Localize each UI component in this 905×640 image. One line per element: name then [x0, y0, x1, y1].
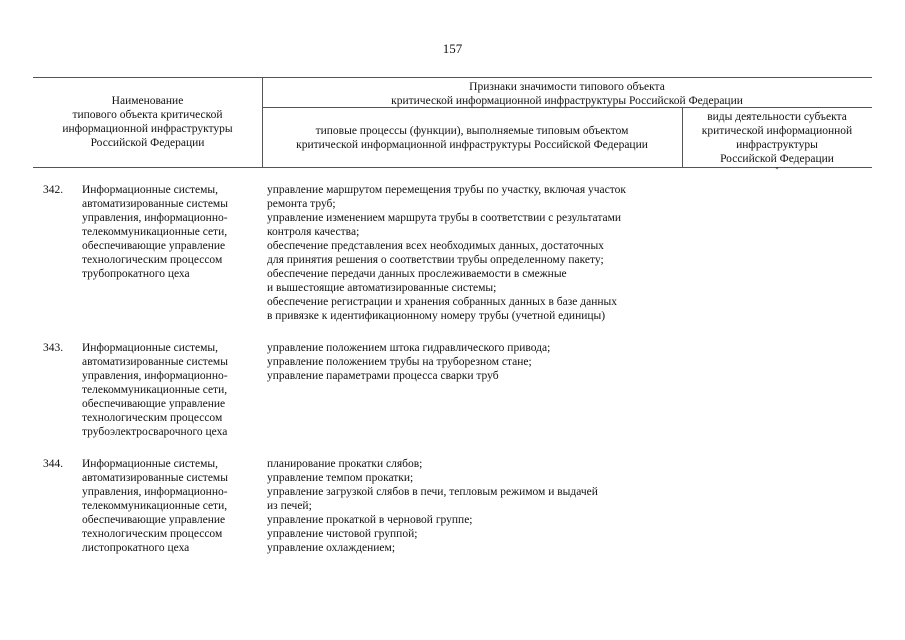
text-line: телекоммуникационные сети, [82, 384, 228, 396]
row-processes [267, 457, 687, 555]
text-line: управление изменением маршрута трубы в соответствии с результатами [267, 212, 622, 224]
text-line: для принятия решения о соответствии трубы определенному пакету; [267, 254, 604, 266]
text-line: Информационные системы, [82, 342, 218, 354]
text-line: управление темпом прокатки; [267, 472, 414, 484]
header-line: виды деятельности субъекта [707, 111, 847, 123]
text-line: технологическим процессом [82, 412, 223, 424]
row-processes [267, 183, 687, 323]
header-typical-processes [262, 124, 682, 152]
header-activity-types [682, 110, 872, 180]
text-line: управления, информационно- [82, 212, 228, 224]
row-object-name [82, 457, 262, 555]
text-line: управление загрузкой слябов в печи, тепловым режимом и выдачей [267, 486, 598, 498]
row-number: 343. [43, 342, 64, 354]
text-line: управления, информационно- [82, 486, 228, 498]
header-object-name [33, 94, 262, 150]
text-line: управление охлаждением; [267, 542, 396, 554]
text-line: в привязке к идентификационному номеру трубы (учетной единицы) [267, 310, 606, 322]
text-line: автоматизированные системы [82, 356, 228, 368]
row-processes [267, 341, 687, 383]
row-number: 342. [43, 184, 64, 196]
footnote-mark: * [775, 167, 779, 174]
row-object-name [82, 183, 262, 281]
page-number: 157 [442, 41, 463, 56]
header-significance-group [262, 80, 872, 108]
text-line: управление маршрутом перемещения трубы по участку, включая участок [267, 184, 626, 196]
header-line: типового объекта критической [72, 109, 223, 121]
header-line: типовые процессы (функции), выполняемые типовым объектом [315, 125, 629, 137]
header-line: инфраструктуры [736, 139, 818, 151]
text-line: технологическим процессом [82, 528, 223, 540]
text-line: обеспечение представления всех необходимых данных, достаточных [267, 240, 604, 252]
text-line: обеспечивающие управление [82, 514, 226, 526]
text-line: листопрокатного цеха [82, 542, 190, 554]
text-line: управление параметрами процесса сварки труб [267, 370, 499, 382]
header-line: Российской Федерации [90, 137, 205, 149]
row-number: 344. [43, 458, 64, 470]
text-line: обеспечивающие управление [82, 398, 226, 410]
table-top-rule [33, 77, 872, 78]
text-line: управление прокаткой в черновой группе; [267, 514, 473, 526]
header-line: критической информационной инфраструктуры Российской Федерации [391, 95, 743, 107]
text-line: планирование прокатки слябов; [267, 458, 423, 470]
text-line: технологическим процессом [82, 254, 223, 266]
text-line: трубоэлектросварочного цеха [82, 426, 228, 438]
text-line: трубопрокатного цеха [82, 268, 190, 280]
header-line [682, 152, 872, 180]
header-line: Наименование [111, 95, 184, 107]
row-object-name [82, 341, 262, 439]
text-line: Информационные системы, [82, 184, 218, 196]
header-line: информационной инфраструктуры [62, 123, 233, 135]
text-line: телекоммуникационные сети, [82, 500, 228, 512]
text-line: управления, информационно- [82, 370, 228, 382]
header-line-text: Российской Федерации [720, 153, 834, 165]
text-line: автоматизированные системы [82, 472, 228, 484]
header-line: Признаки значимости типового объекта [469, 81, 665, 93]
text-line: и вышестоящие автоматизированные системы; [267, 282, 497, 294]
text-line: Информационные системы, [82, 458, 218, 470]
text-line: обеспечивающие управление [82, 240, 226, 252]
header-line: критической информационной [701, 125, 853, 137]
text-line: из печей; [267, 500, 312, 512]
text-line: обеспечение регистрации и хранения собранных данных в базе данных [267, 296, 618, 308]
text-line: управление положением штока гидравлического привода; [267, 342, 551, 354]
text-line: автоматизированные системы [82, 198, 228, 210]
header-line: критической информационной инфраструктуры Российской Федерации [296, 139, 648, 151]
text-line: управление чистовой группой; [267, 528, 418, 540]
text-line: обеспечение передачи данных прослеживаемости в смежные [267, 268, 567, 280]
text-line: контроля качества; [267, 226, 360, 238]
text-line: ремонта труб; [267, 198, 336, 210]
text-line: управление положением трубы на труборезном стане; [267, 356, 532, 368]
text-line: телекоммуникационные сети, [82, 226, 228, 238]
